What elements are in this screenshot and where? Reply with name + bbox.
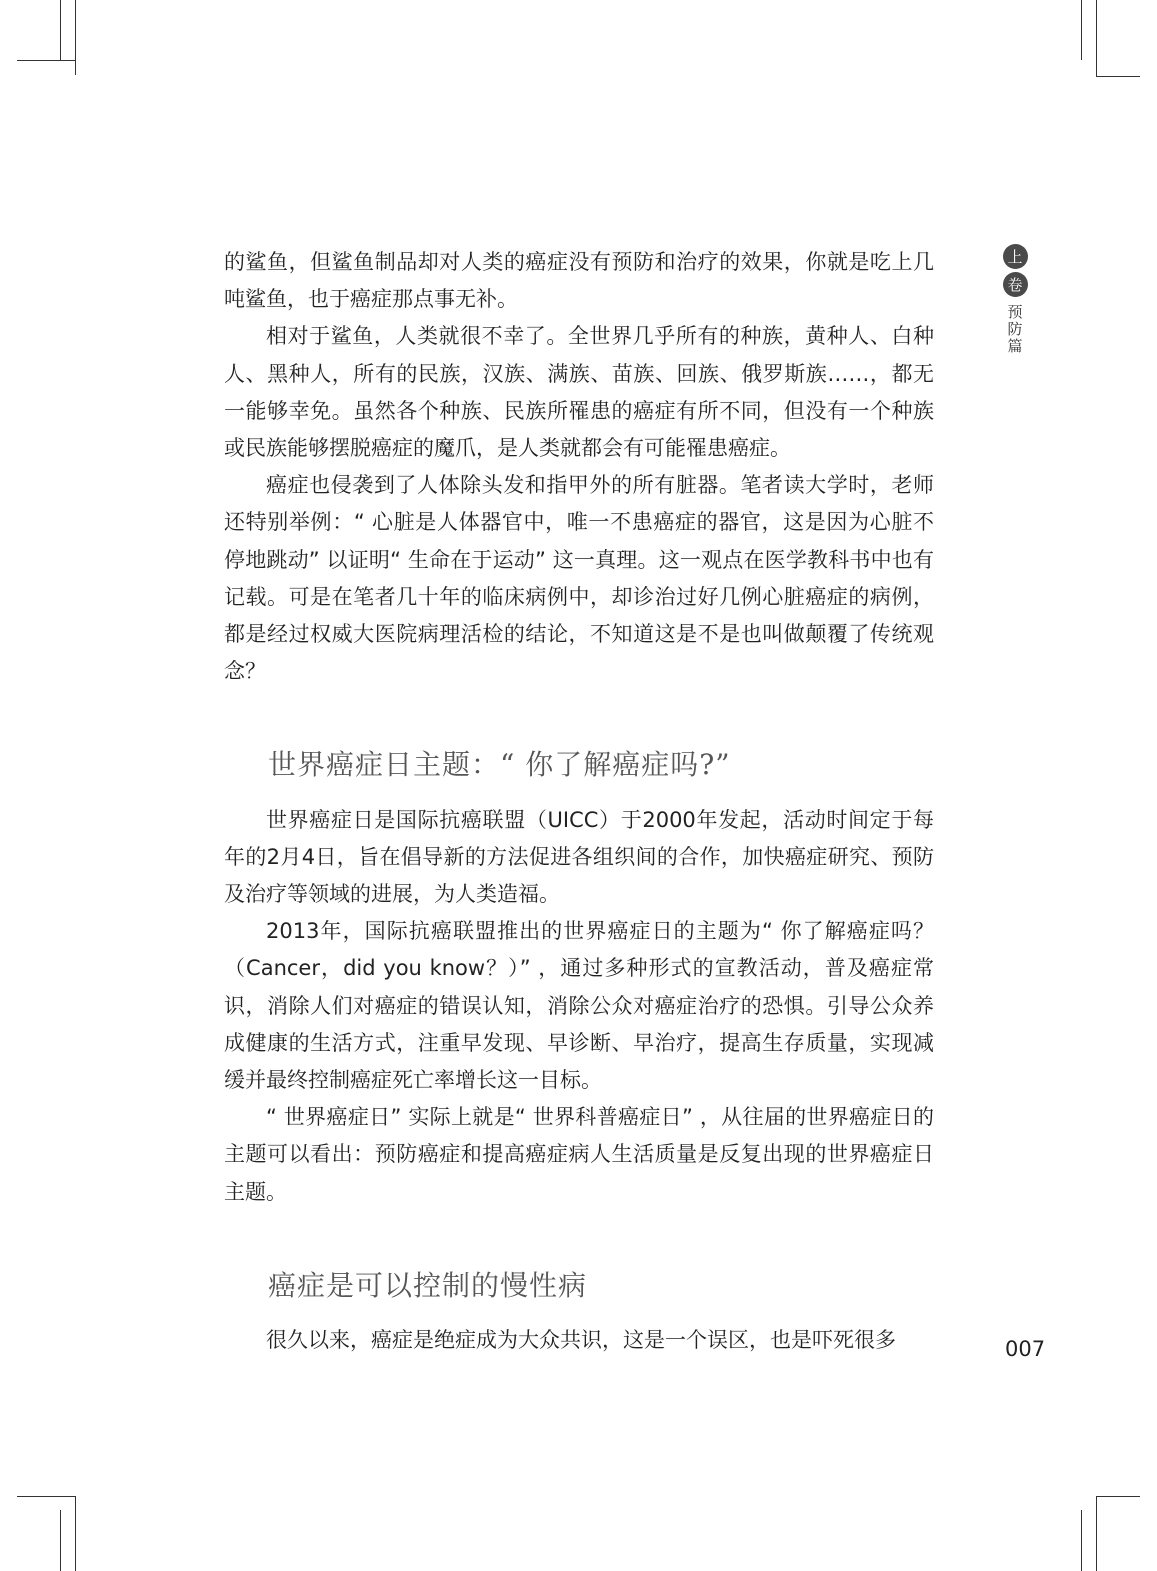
crop-mark	[1096, 0, 1097, 76]
paragraph: 的鲨鱼，但鲨鱼制品却对人类的癌症没有预防和治疗的效果，你就是吃上几吨鲨鱼，也于癌症那点事无补。	[224, 250, 934, 312]
crop-mark	[75, 1496, 76, 1571]
part-label	[1007, 304, 1022, 355]
crop-mark	[1096, 1496, 1140, 1497]
crop-mark	[1096, 1496, 1097, 1571]
paragraph: 很久以来，癌症是绝症成为大众共识，这是一个误区，也是吓死很多	[266, 1328, 896, 1353]
part-label-char: 防	[1007, 320, 1023, 338]
volume-side-tab	[1002, 244, 1028, 355]
crop-mark	[60, 0, 61, 60]
crop-mark	[1081, 1510, 1082, 1571]
section-heading: 世界癌症日主题：“ 你了解癌症吗?”	[268, 748, 731, 782]
crop-mark	[17, 60, 75, 61]
crop-mark	[60, 1510, 61, 1571]
paragraph: 2013年，国际抗癌联盟推出的世界癌症日的主题为“ 你了解癌症吗？（Cancer，did you know？）” ，通过多种形式的宣教活动，普及癌症常识，消除人们对癌症的错误认知，消除公众对癌症治疗的恐惧。引导公众养成健康的生活方式，注重早发现、早诊断、早治疗，提高生存质量，实现减缓并最终控制癌症死亡率增长这一目标。	[224, 919, 934, 1093]
paragraph: 相对于鲨鱼，人类就很不幸了。全世界几乎所有的种族，黄种人、白种人、黑种人，所有的民族，汉族、满族、苗族、回族、俄罗斯族……，都无一能够幸免。虽然各个种族、民族所罹患的癌症有所不同，但没有一个种族或民族能够摆脱癌症的魔爪，是人类就都会有可能罹患癌症。	[224, 324, 934, 461]
section-heading: 癌症是可以控制的慢性病	[268, 1268, 588, 1302]
page-body	[224, 244, 934, 1359]
paragraph: 癌症也侵袭到了人体除头发和指甲外的所有脏器。笔者读大学时，老师还特别举例：“ 心脏是人体器官中，唯一不患癌症的器官，这是因为心脏不停地跳动” 以证明“ 生命在于运动” 这一真理。这一观点在医学教科书中也有记载。可是在笔者几十年的临床病例中，却诊治过好几例心脏癌症的病例，都是经过权威大医院病理活检的结论，不知道这是不是也叫做颠覆了传统观念？	[224, 473, 934, 684]
volume-badge: 上	[1003, 244, 1028, 269]
crop-mark	[17, 1496, 75, 1497]
crop-mark	[1081, 0, 1082, 60]
part-label-char: 篇	[1007, 337, 1023, 355]
crop-mark	[75, 0, 76, 75]
crop-mark	[1096, 76, 1140, 77]
part-label-char: 预	[1007, 303, 1023, 321]
paragraph: “ 世界癌症日” 实际上就是“ 世界科普癌症日” ，从往届的世界癌症日的主题可以看出：预防癌症和提高癌症病人生活质量是反复出现的世界癌症日主题。	[224, 1105, 934, 1204]
paragraph: 世界癌症日是国际抗癌联盟（UICC）于2000年发起，活动时间定于每年的2月4日，旨在倡导新的方法促进各组织间的合作，加快癌症研究、预防及治疗等领域的进展，为人类造福。	[224, 807, 934, 907]
volume-badge: 卷	[1003, 272, 1028, 297]
page-number: 007	[1005, 1337, 1046, 1361]
